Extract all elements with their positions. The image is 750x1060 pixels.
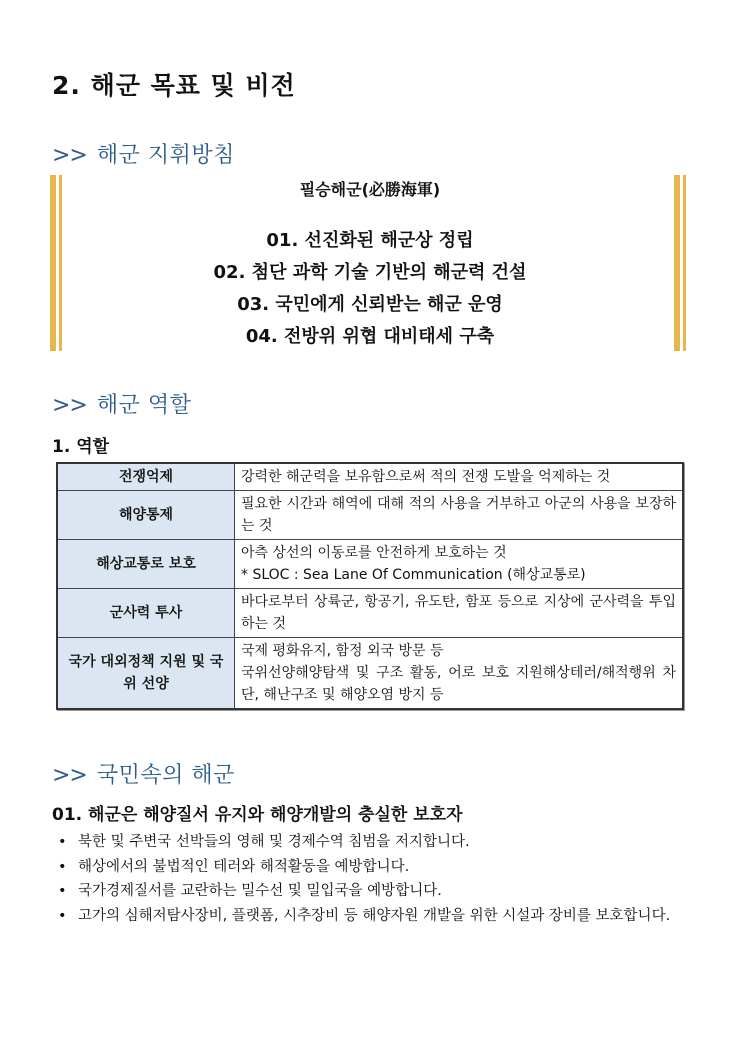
table-row (57, 540, 683, 589)
section-heading-people (52, 758, 235, 789)
double-chevron-icon: >> (52, 393, 87, 418)
section-heading-text: 해군 지휘방침 (96, 143, 235, 168)
people-subheading: 01. 해군은 해양질서 유지와 해양개발의 충실한 보호자 (52, 805, 463, 825)
role-line: 바다로부터 상륙군, 항공기, 유도탄, 함포 등으로 지상에 군사력을 투입하는 것 (241, 594, 676, 632)
role-value (235, 589, 684, 638)
role-line: 국위선양해양탐색 및 구조 활동, 어로 보호 지원해상테러/해적행위 차단, 해난구조 및 해양오염 방지 등 (241, 665, 676, 703)
role-key: 해상교통로 보호 (57, 540, 235, 589)
role-value (235, 540, 684, 589)
page-title: 2. 해군 목표 및 비전 (52, 71, 296, 100)
section-heading-roles (52, 388, 191, 419)
list-item (52, 879, 692, 904)
list-item (52, 830, 692, 855)
section-heading-text: 국민속의 해군 (96, 763, 235, 788)
role-key: 군사력 투사 (57, 589, 235, 638)
guidance-box (50, 175, 690, 351)
goal-item: 02. 첨단 과학 기술 기반의 해군력 건설 (213, 262, 527, 283)
role-line: 필요한 시간과 해역에 대해 적의 사용을 거부하고 아군의 사용을 보장하는 것 (241, 496, 676, 534)
bullet-icon: • (58, 883, 67, 899)
bullet-text: 해상에서의 불법적인 테러와 해적활동을 예방합니다. (78, 858, 410, 875)
bullet-text: 북한 및 주변국 선박들의 영해 및 경제수역 침범을 저지합니다. (78, 834, 470, 850)
table-row (57, 491, 683, 540)
bullet-text: 고가의 심해저탐사장비, 플랫폼, 시추장비 등 해양자원 개발을 위한 시설과 장비를 보호합니다. (78, 907, 671, 924)
bullet-icon: • (58, 858, 67, 875)
role-value (235, 638, 684, 710)
people-bullet-list (52, 830, 692, 928)
role-line: 강력한 해군력을 보유함으로써 적의 전쟁 도발을 억제하는 것 (241, 469, 611, 485)
goal-item: 01. 선진화된 해군상 정립 (266, 230, 474, 251)
double-chevron-icon: >> (52, 143, 87, 168)
roles-table (56, 462, 684, 710)
section-heading-text: 해군 역할 (96, 393, 192, 418)
role-line: 아측 상선의 이동로를 안전하게 보호하는 것 (241, 545, 507, 561)
table-row (57, 589, 683, 638)
role-note: * SLOC : Sea Lane Of Communication (해상교통로) (241, 567, 586, 583)
goal-item: 03. 국민에게 신뢰받는 해군 운영 (237, 294, 503, 315)
roles-subheading: 1. 역할 (52, 437, 110, 457)
guidance-motto: 필승해군(必勝海軍) (299, 180, 441, 199)
role-key: 국가 대외정책 지원 및 국위 선양 (57, 638, 235, 710)
list-item (52, 855, 692, 880)
role-value (235, 491, 684, 540)
role-line: 국제 평화유지, 함정 외국 방문 등 (241, 643, 444, 659)
bullet-icon: • (58, 834, 67, 850)
goal-item: 04. 전방위 위협 대비태세 구축 (245, 326, 495, 347)
bullet-icon: • (58, 907, 67, 924)
bullet-text: 국가경제질서를 교란하는 밀수선 및 밀입국을 예방합니다. (78, 883, 442, 899)
table-row (57, 638, 683, 710)
double-chevron-icon: >> (52, 763, 87, 788)
section-heading-guidance (52, 138, 235, 169)
role-key: 전쟁억제 (57, 463, 235, 491)
list-item (52, 904, 692, 929)
table-row (57, 463, 683, 491)
guidance-goals-list (50, 225, 690, 353)
role-value (235, 463, 684, 491)
role-key: 해양통제 (57, 491, 235, 540)
